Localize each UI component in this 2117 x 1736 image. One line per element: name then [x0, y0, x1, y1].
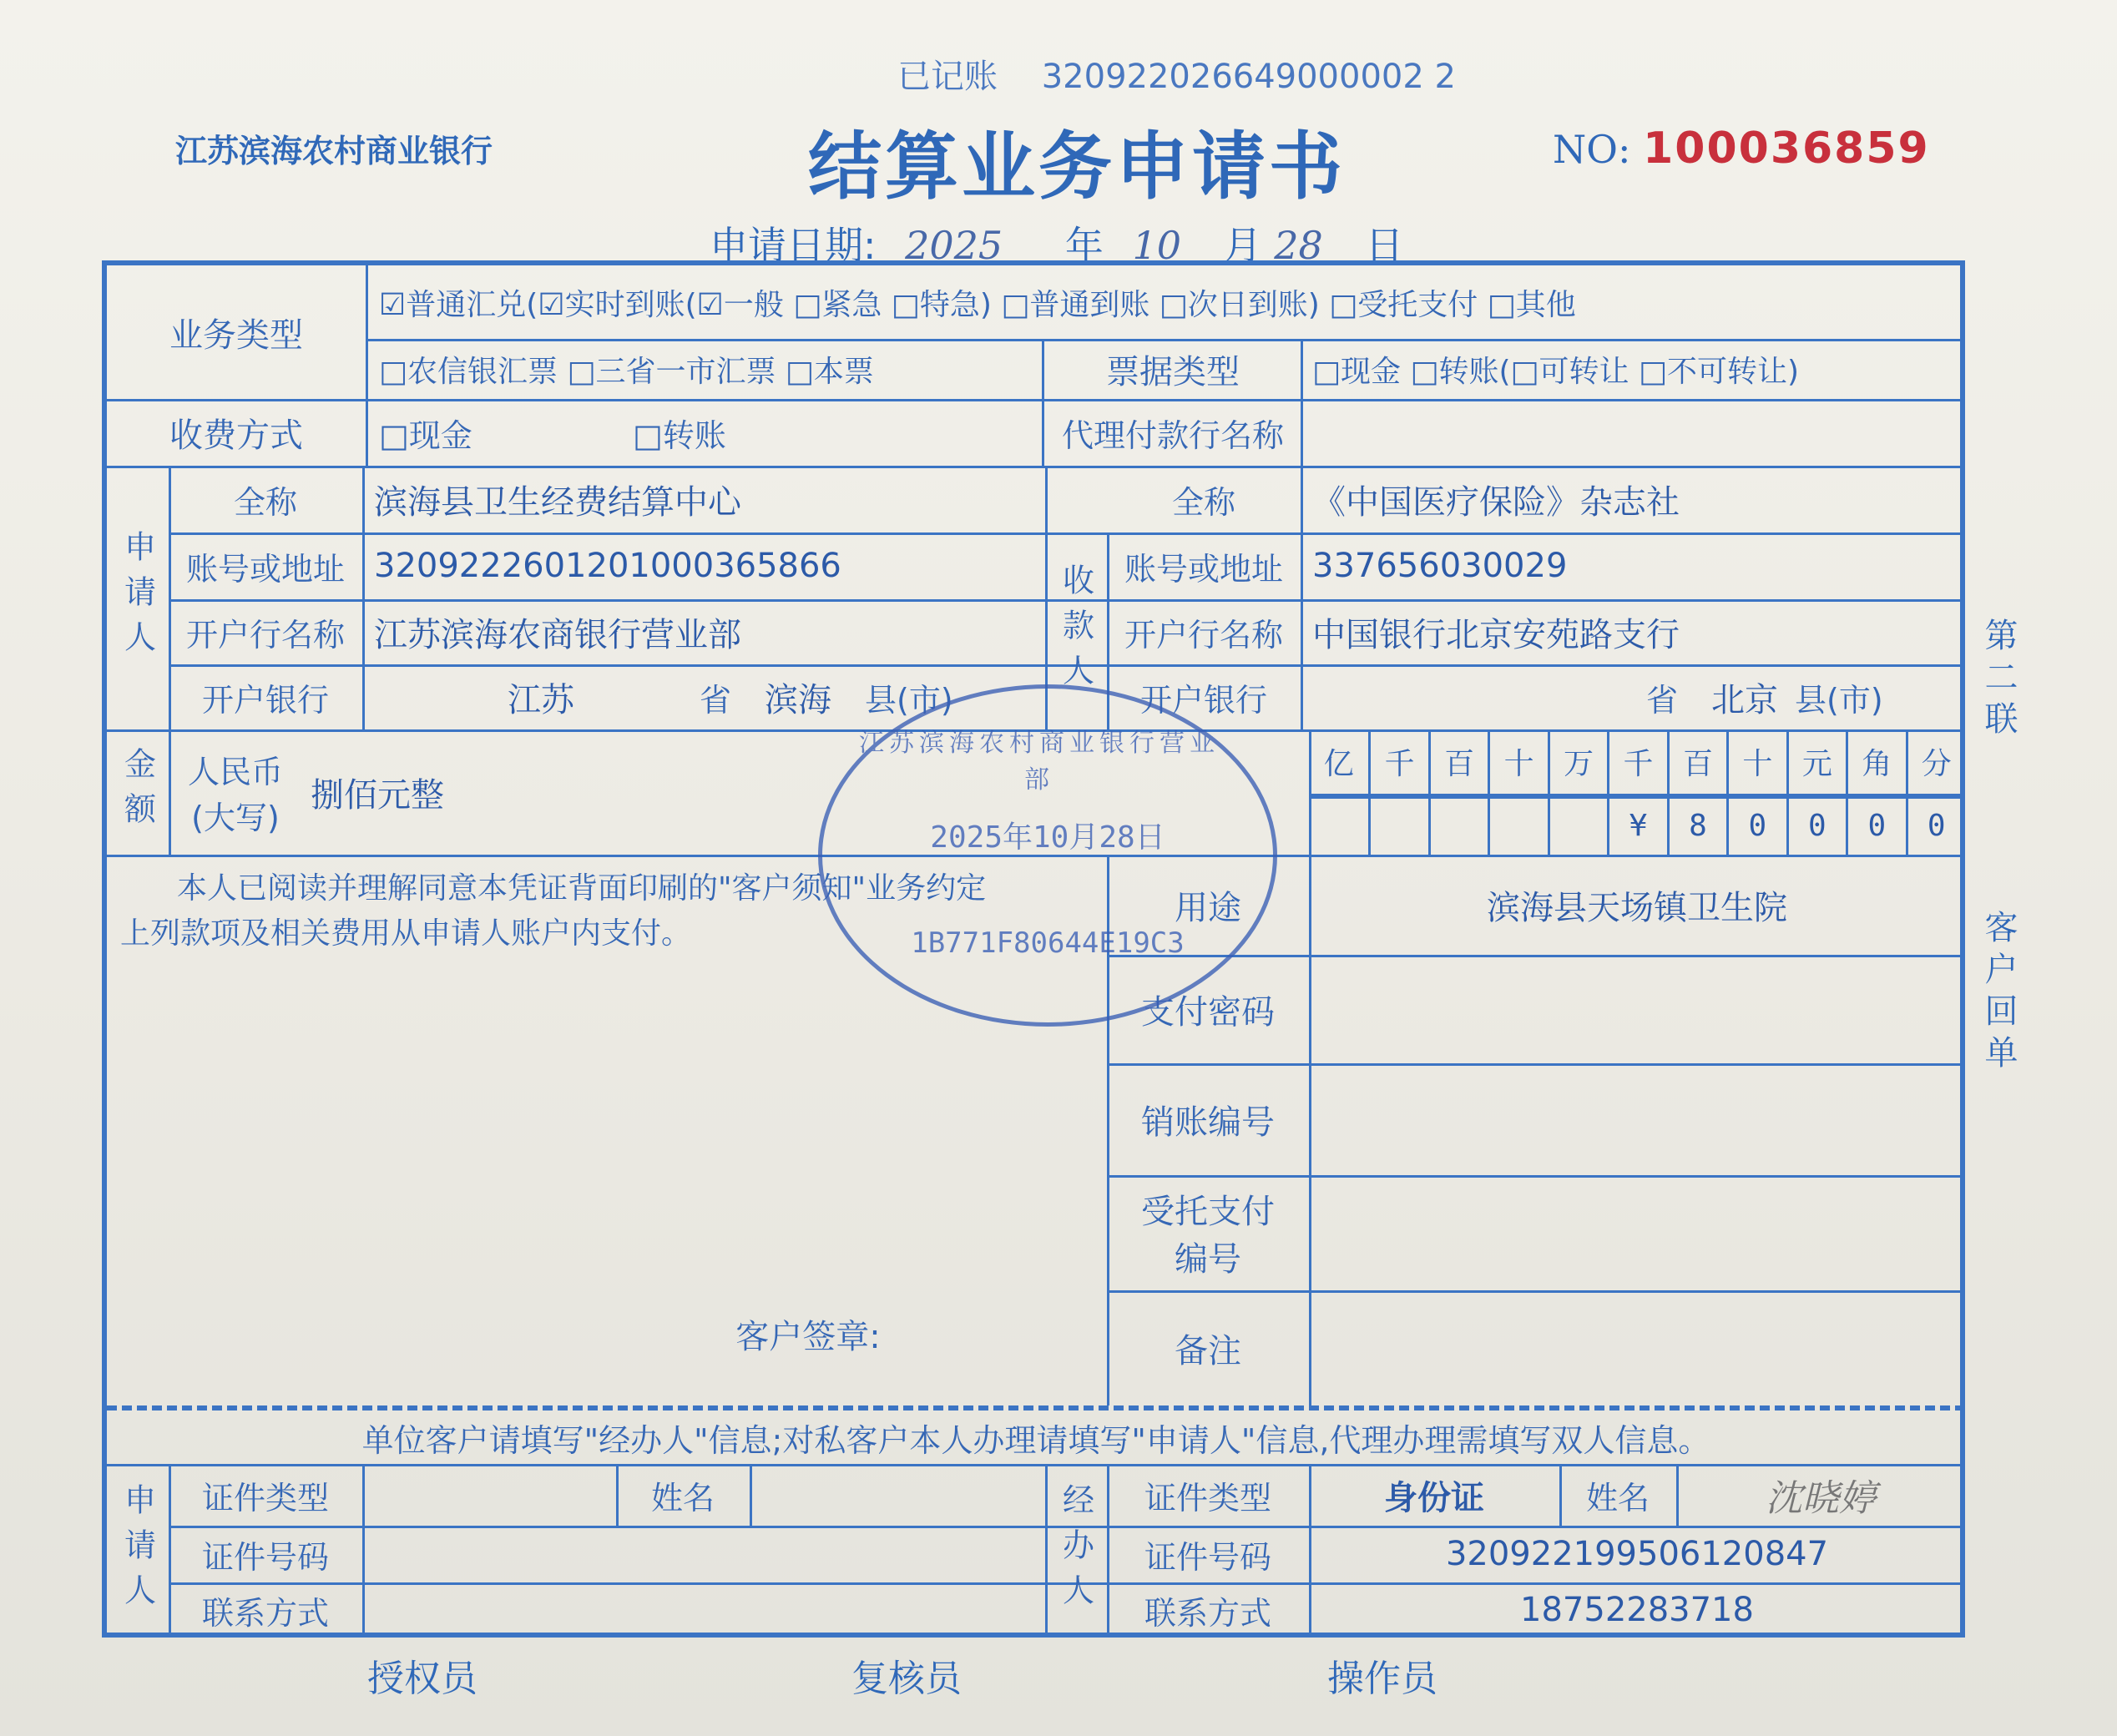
- writeoff-number-value[interactable]: [1309, 1063, 1965, 1175]
- payee-fullname[interactable]: 《中国医疗保险》杂志社: [1312, 482, 1680, 522]
- amount-digit-value[interactable]: [1309, 796, 1368, 855]
- amount-unit-label: 百: [1431, 729, 1488, 796]
- handler-contact[interactable]: 18752283718: [1520, 1591, 1754, 1629]
- stamp-ring-text: 江苏滨海农村商业银行营业部: [859, 729, 1220, 795]
- payee-bank[interactable]: 中国银行北京安苑路支行: [1312, 615, 1680, 654]
- bottom-applicant-name-value[interactable]: [750, 1464, 1045, 1526]
- payee-open-bank-label: 开户银行: [1139, 681, 1267, 719]
- form-title: 结算业务申请书: [808, 124, 1346, 209]
- bottom-applicant-id-type-value[interactable]: [362, 1464, 616, 1526]
- applicant-fullname[interactable]: 滨海县卫生经费结算中心: [374, 482, 741, 522]
- copy-number-note: 第二联: [1979, 618, 2018, 743]
- amount-digit-value[interactable]: 8: [1689, 808, 1707, 843]
- date-month: 10: [1132, 223, 1181, 268]
- payee-account[interactable]: 337656030029: [1312, 547, 1568, 585]
- amount-digit-value[interactable]: [1490, 796, 1547, 855]
- application-date: 申请日期: 2025 年 10 月 28 日: [710, 223, 1404, 268]
- posted-number: 320922026649000002 2: [1041, 58, 1456, 96]
- bill-type-label: 票据类型: [1106, 352, 1240, 391]
- payee-account-label: 账号或地址: [1124, 550, 1283, 588]
- applicant-bank[interactable]: 江苏滨海农商银行营业部: [374, 615, 741, 654]
- date-year: 2025: [905, 223, 1003, 268]
- applicant-account[interactable]: 3209222601201000365866: [374, 547, 841, 585]
- entrusted-pay-number-value[interactable]: [1309, 1175, 1965, 1290]
- applicant-fullname-label: 全称: [233, 483, 297, 521]
- serial-number-value: 100036859: [1643, 124, 1930, 174]
- customer-signature-label: 客户签章:: [735, 1317, 881, 1356]
- payee-bank-label: 开户行名称: [1124, 616, 1283, 654]
- amount-unit-label: 元: [1789, 729, 1846, 796]
- amount-digit-column: [1906, 729, 1965, 855]
- handler-id-no-label: 证件号码: [1144, 1538, 1271, 1576]
- business-type-options-row1[interactable]: ☑普通汇兑(☑实时到账(☑一般 □紧急 □特急) □普通到账 □次日到账) □受托支付 □其他: [379, 287, 1576, 322]
- applicant-account-label: 账号或地址: [185, 550, 345, 588]
- amount-digit-column: [1786, 729, 1846, 855]
- stamp-date: 2025年10月28日: [930, 820, 1165, 855]
- fee-method-label: 收费方式: [169, 416, 303, 455]
- amount-digit-column: [1548, 729, 1607, 855]
- purpose-label: 用途: [1175, 888, 1241, 927]
- declaration-line1: 本人已阅读并理解同意本凭证背面印刷的"客户须知"业务约定: [177, 871, 987, 906]
- entrusted-pay-number-label: 受托支付 编号: [1141, 1193, 1275, 1279]
- pay-password-label: 支付密码: [1141, 992, 1275, 1032]
- posted-mark: 已记账 320922026649000002 2: [897, 58, 1456, 96]
- bottom-applicant-contact-value[interactable]: [362, 1582, 1045, 1638]
- bottom-applicant-id-no-label: 证件号码: [201, 1538, 329, 1576]
- amount-digit-value[interactable]: 0: [1927, 808, 1946, 843]
- bottom-applicant-name-label: 姓名: [650, 1479, 715, 1516]
- bottom-applicant-id-type-label: 证件类型: [201, 1479, 329, 1516]
- bottom-applicant-id-no-value[interactable]: [362, 1526, 1045, 1582]
- amount-digit-value[interactable]: 0: [1867, 808, 1887, 843]
- amount-digit-column: [1607, 729, 1666, 855]
- handler-id-no[interactable]: 320922199506120847: [1445, 1535, 1829, 1573]
- handler-id-type[interactable]: 身份证: [1384, 1478, 1484, 1517]
- amount-unit-label: 十: [1490, 729, 1547, 796]
- agent-bank-value[interactable]: [1304, 399, 1965, 466]
- remark-label: 备注: [1175, 1331, 1241, 1370]
- bottom-applicant-contact-label: 联系方式: [201, 1594, 329, 1632]
- payee-fullname-label: 全称: [1171, 483, 1235, 521]
- bill-type-options[interactable]: □现金 □转账(□可转让 □不可转让): [1312, 354, 1800, 389]
- bank-seal-stamp: [818, 684, 1277, 1027]
- amount-unit-label: 千: [1371, 729, 1427, 796]
- date-day: 28: [1274, 223, 1323, 268]
- amount-digit-value[interactable]: [1431, 796, 1488, 855]
- applicant-open-bank-location[interactable]: 江苏 省 滨海 县(市): [508, 680, 953, 719]
- applicant-open-bank-label: 开户银行: [201, 681, 329, 719]
- business-type-label: 业务类型: [169, 315, 303, 355]
- reviewer-label: 复核员: [851, 1658, 962, 1700]
- bottom-applicant-side-label: 申请人: [119, 1483, 156, 1618]
- remark-value[interactable]: [1309, 1290, 1965, 1405]
- handler-contact-label: 联系方式: [1144, 1594, 1271, 1632]
- amount-digit-column: [1309, 729, 1368, 855]
- amount-unit-label: 分: [1908, 729, 1965, 796]
- payee-open-bank-location[interactable]: 省 北京 县(市): [1646, 680, 1883, 719]
- fee-cash-checkbox[interactable]: □现金: [379, 416, 472, 454]
- amount-digit-column: [1846, 729, 1905, 855]
- amount-digit-column: [1726, 729, 1786, 855]
- handler-id-type-label: 证件类型: [1144, 1479, 1271, 1516]
- amount-digit-column: [1488, 729, 1547, 855]
- amount-unit-label: 角: [1848, 729, 1905, 796]
- amount-unit-label: 百: [1670, 729, 1726, 796]
- handler-name[interactable]: 沈晓婷: [1766, 1477, 1876, 1520]
- handler-name-label: 姓名: [1585, 1479, 1650, 1516]
- amount-unit-label: 亿: [1309, 729, 1368, 796]
- handler-side-label: 经办人: [1057, 1483, 1094, 1618]
- amount-digit-value[interactable]: 0: [1808, 808, 1826, 843]
- fee-transfer-checkbox[interactable]: □转账: [633, 416, 726, 454]
- stamp-code: 1B771F80644E19C3: [911, 926, 1185, 960]
- customer-receipt-note: 客户回单: [1979, 910, 2018, 1077]
- serial-number: NO: 100036859: [1553, 124, 1930, 174]
- operator-label: 操作员: [1327, 1658, 1437, 1700]
- authorizer-label: 授权员: [367, 1658, 477, 1700]
- amount-unit-label: 万: [1550, 729, 1607, 796]
- applicant-side-label: 申请人: [119, 530, 156, 665]
- bank-name: 江苏滨海农村商业银行: [175, 133, 493, 169]
- business-type-options-row2[interactable]: □农信银汇票 □三省一市汇票 □本票: [379, 354, 874, 389]
- amount-unit-label: 十: [1729, 729, 1786, 796]
- applicant-bank-label: 开户行名称: [185, 616, 345, 654]
- amount-currency-label: 人民币 (大写): [187, 754, 283, 836]
- payee-side-label: 收款人: [1057, 563, 1094, 699]
- amount-in-words[interactable]: 捌佰元整: [311, 775, 444, 815]
- handler-notice: 单位客户请填写"经办人"信息;对私客户本人办理请填写"申请人"信息,代理办理需填写双人信息。: [361, 1421, 1710, 1459]
- amount-digit-value[interactable]: ¥: [1629, 808, 1648, 843]
- writeoff-number-label: 销账编号: [1141, 1103, 1275, 1142]
- pay-password-value[interactable]: [1309, 955, 1965, 1063]
- purpose-value[interactable]: 滨海县天场镇卫生院: [1487, 888, 1787, 927]
- declaration-line2: 上列款项及相关费用从申请人账户内支付。: [120, 916, 692, 951]
- amount-side-label: 金额: [119, 747, 156, 837]
- amount-digit-value[interactable]: 0: [1748, 808, 1767, 843]
- amount-digit-column: [1368, 729, 1427, 855]
- amount-digit-column: [1667, 729, 1726, 855]
- amount-digit-value[interactable]: [1371, 796, 1427, 855]
- amount-digit-value[interactable]: [1550, 796, 1607, 855]
- amount-digit-column: [1428, 729, 1488, 855]
- agent-bank-label: 代理付款行名称: [1061, 416, 1284, 454]
- amount-digit-grid: [1309, 729, 1965, 855]
- amount-unit-label: 千: [1609, 729, 1666, 796]
